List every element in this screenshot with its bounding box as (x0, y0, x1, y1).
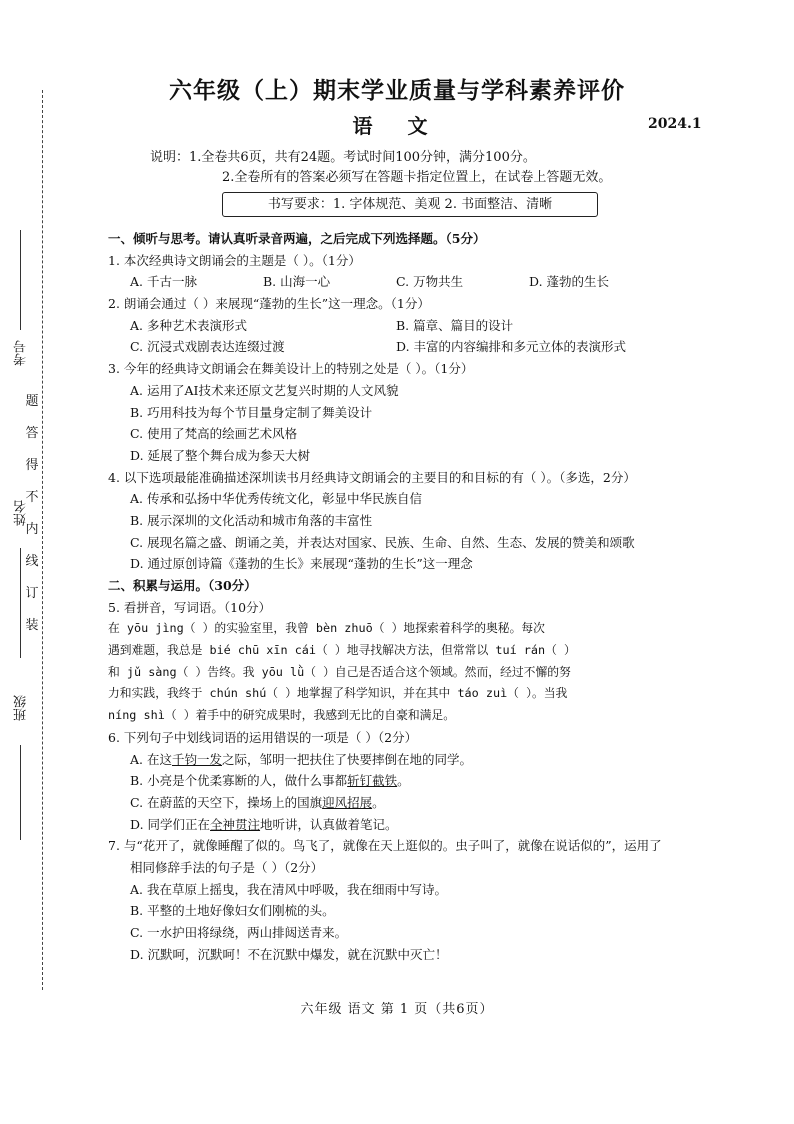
seal-char: 线 (25, 554, 39, 569)
seal-char: 装 (25, 618, 39, 633)
instruction-line-1: 说明：1.全卷共6页，共有24题。考试时间100分钟，满分100分。 (150, 150, 536, 165)
option[interactable]: D. 蓬勃的生长 (529, 274, 610, 290)
option[interactable]: C. 在蔚蓝的天空下，操场上的国旗迎风招展。 (130, 794, 385, 810)
option[interactable]: D. 延展了整个舞台成为参天大树 (130, 447, 311, 463)
seal-char: 答 (25, 426, 39, 441)
pinyin-passage-line: 力和实践，我终于 chún shú（ ）地掌握了科学知识，并在其中 táo zuì（ ）。当我 (108, 686, 568, 701)
option[interactable]: B. 巧用科技为每个节目量身定制了舞美设计 (130, 404, 373, 420)
option[interactable]: C. 万物共生 (396, 274, 464, 290)
underlined-word: 千钧一发 (171, 751, 222, 767)
page-title: 六年级（上）期末学业质量与学科素养评价 (169, 77, 625, 104)
seal-char: 不 (25, 490, 39, 505)
option[interactable]: B. 篇章、篇目的设计 (396, 317, 514, 333)
seal-char: 得 (25, 458, 39, 473)
option[interactable]: B. 小亮是个优柔寡断的人，做什么事都斩钉截铁。 (130, 773, 410, 789)
underlined-word: 迎风招展 (322, 794, 373, 810)
option[interactable]: B. 展示深圳的文化活动和城市角落的丰富性 (130, 512, 373, 528)
pinyin-passage-line: 遇到难题，我总是 bié chū xīn cái（ ）地寻找解决方法，但常常以 tuí rán（ ） (108, 643, 576, 658)
pinyin-passage-line: níng shì（ ）着手中的研究成果时，我感到无比的自豪和满足。 (108, 708, 456, 723)
option[interactable]: C. 使用了梵高的绘画艺术风格 (130, 426, 298, 442)
option[interactable]: D. 同学们正在全神贯注地听讲，认真做着笔记。 (130, 816, 398, 832)
exam-date: 2024.1 (648, 116, 702, 132)
option[interactable]: A. 我在草原上摇曳，我在清风中呼吸，我在细雨中写诗。 (130, 881, 447, 897)
instruction-line-2: 2.全卷所有的答案必须写在答题卡指定位置上，在试卷上答题无效。 (222, 170, 612, 185)
option[interactable]: A. 千古一脉 (130, 274, 197, 290)
pinyin-passage-line: 在 yōu jìng（ ）的实验室里，我曾 bèn zhuō（ ）地探索着科学的奥秘。每次 (108, 621, 545, 636)
option[interactable]: C. 沉浸式戏剧表达连缀过渡 (130, 339, 285, 355)
question-2-options-row-1 (108, 315, 728, 337)
option[interactable]: A. 多种艺术表演形式 (130, 317, 247, 333)
page-footer: 六年级 语文 第 1 页（共6页） (300, 1002, 494, 1017)
option[interactable]: D. 沉默呵，沉默呵！不在沉默中爆发，就在沉默中灭亡！ (130, 946, 448, 962)
seal-char: 订 (25, 586, 39, 601)
exam-no-line (20, 230, 39, 330)
option[interactable]: A. 运用了AI技术来还原文艺复兴时期的人文风貌 (130, 382, 399, 398)
binding-dashed-line (42, 90, 43, 990)
question-7-stem-line-1: 7. 与“花开了，就像睡醒了似的。鸟飞了，就像在天上逛似的。虫子叫了，就像在说话似的”，运用了 (108, 838, 662, 854)
question-1-options (108, 271, 728, 293)
question-3-stem: 3. 今年的经典诗文朗诵会在舞美设计上的特别之处是（ ）。（1分） (108, 361, 474, 377)
question-7-stem-line-2: 相同修辞手法的句子是（ ）（2分） (130, 859, 324, 875)
option[interactable]: A. 在这千钧一发之际，邹明一把扶住了快要摔倒在地的同学。 (130, 751, 473, 767)
question-5-stem: 5. 看拼音，写词语。（10分） (108, 599, 272, 615)
option[interactable]: B. 平整的土地好像妇女们刚梳的头。 (130, 903, 335, 919)
underlined-word: 斩钉截铁 (347, 773, 398, 789)
option[interactable]: B. 山海一心 (263, 274, 331, 290)
question-2-options-row-2 (108, 336, 728, 358)
option[interactable]: A. 传承和弘扬中华优秀传统文化，彰显中华民族自信 (130, 491, 422, 507)
writing-requirement-box: 书写要求：1. 字体规范、美观 2. 书面整洁、清晰 (222, 192, 598, 217)
option[interactable]: D. 丰富的内容编排和多元立体的表演形式 (396, 339, 627, 355)
question-4-stem: 4. 以下选项最能准确描述深圳读书月经典诗文朗诵会的主要目的和目标的有（ ）。（多选，2分） (108, 469, 636, 485)
class-label: 班级 (14, 695, 29, 721)
question-2-stem: 2. 朗诵会通过（ ）来展现“蓬勃的生长”这一理念。（1分） (108, 296, 430, 312)
option[interactable]: D. 通过原创诗篇《蓬勃的生长》来展现“蓬勃的生长”这一理念 (130, 556, 473, 572)
subject-title: 语 文 (352, 114, 442, 138)
option[interactable]: C. 展现名篇之盛、朗诵之美，并表达对国家、民族、生命、自然、生态、发展的赞美和颂歌 (130, 534, 635, 550)
seal-text (22, 386, 42, 642)
class-line (20, 745, 39, 840)
pinyin-passage-line: 和 jǔ sàng（ ）告终。我 yōu lǜ（ ）自己是否适合这个领域。然而，经过不懈的努 (108, 664, 571, 679)
seal-char: 题 (25, 394, 39, 409)
name-label: 姓名 (14, 500, 29, 526)
question-body (108, 228, 728, 965)
section-1-heading: 一、倾听与思考。请认真听录音两遍，之后完成下列选择题。（5分） (108, 231, 486, 246)
question-6-stem: 6. 下列句子中划线词语的运用错误的一项是（ ）（2分） (108, 729, 418, 745)
underlined-word: 全神贯注 (210, 816, 261, 832)
exam-no-label: 考号 (14, 340, 29, 366)
option[interactable]: C. 一水护田将绿绕，两山排闼送青来。 (130, 925, 348, 940)
question-1-stem: 1. 本次经典诗文朗诵会的主题是（ ）。（1分） (108, 252, 361, 268)
section-2-heading: 二、积累与运用。（30分） (108, 578, 257, 593)
seal-char: 内 (25, 522, 39, 537)
